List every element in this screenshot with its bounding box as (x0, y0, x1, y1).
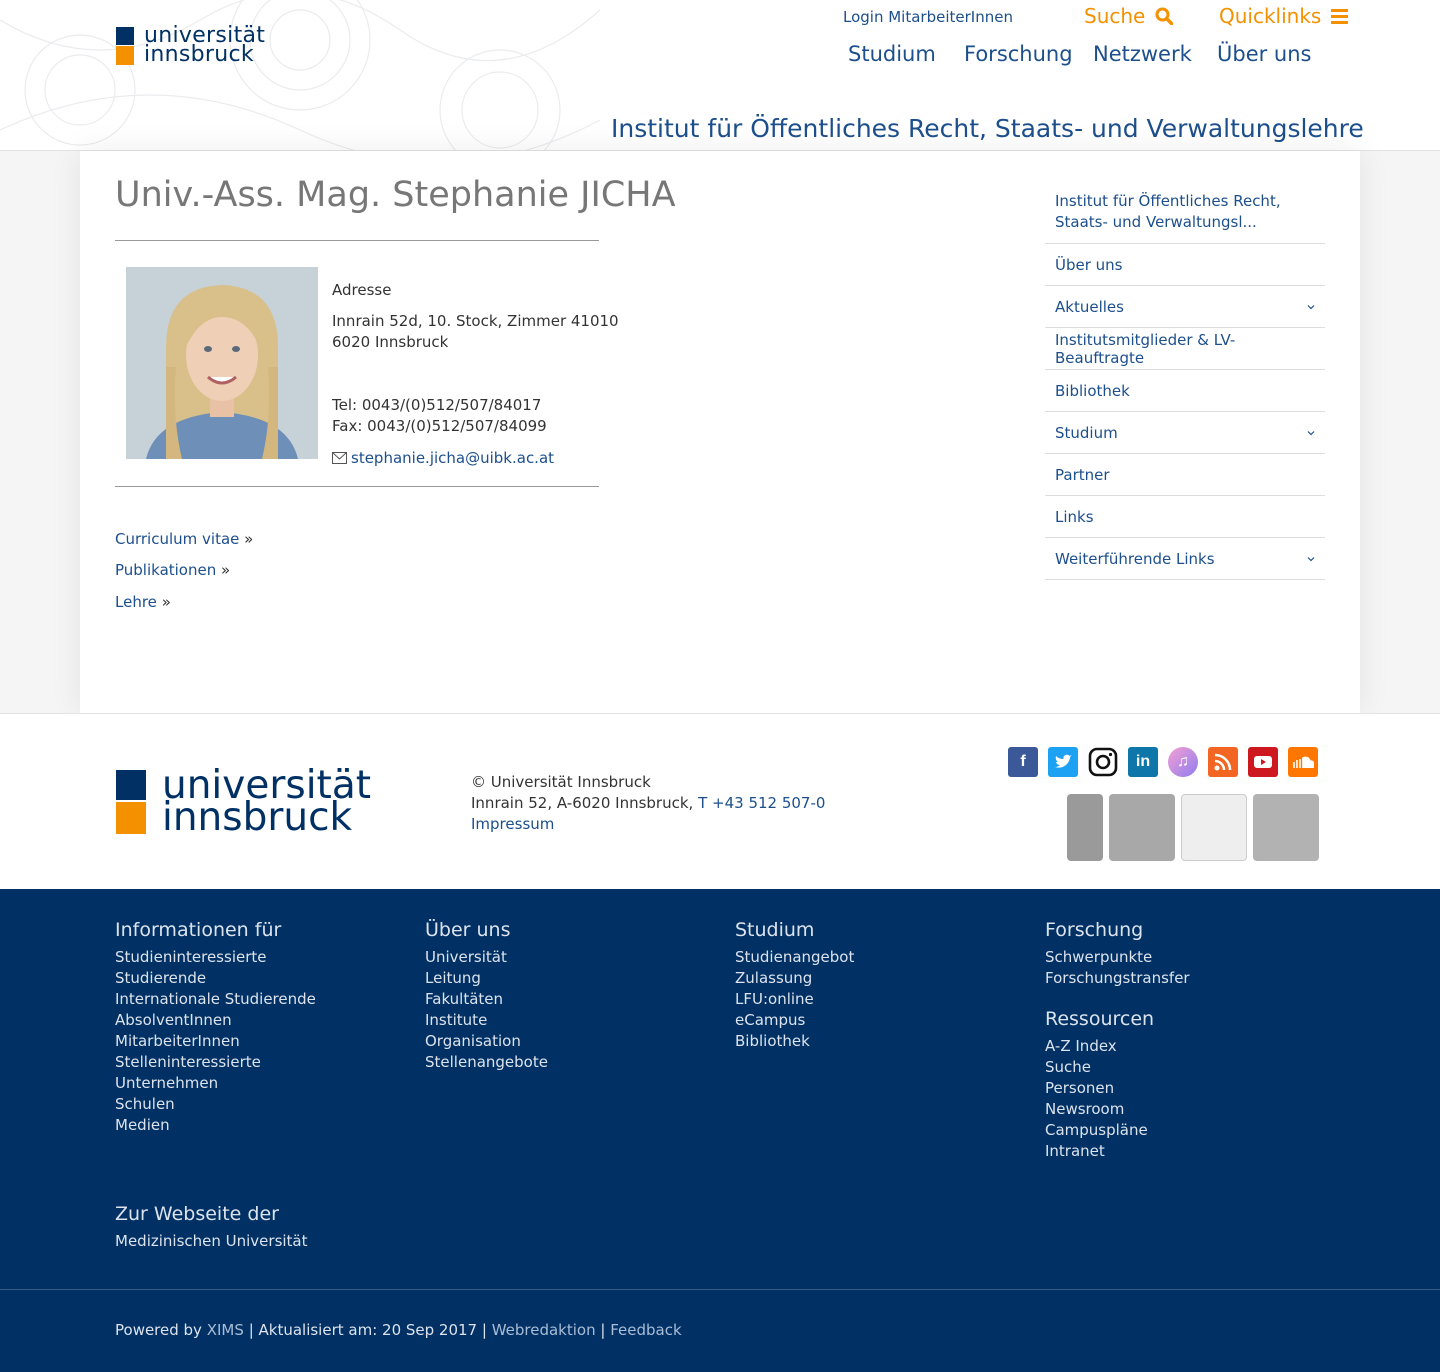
fax-number: Fax: 0043/(0)512/507/84099 (332, 417, 547, 435)
sidenav-item-partner[interactable] (1045, 454, 1325, 496)
audit-badge-icon (1181, 794, 1247, 861)
footer-link[interactable]: Institute (425, 1011, 488, 1029)
footer-link[interactable]: Internationale Studierende (115, 990, 316, 1008)
ects-label-badge-icon (1253, 794, 1319, 861)
footer-link[interactable]: Organisation (425, 1032, 521, 1050)
footer-link[interactable]: AbsolventInnen (115, 1011, 232, 1029)
medical-university-section (115, 1203, 308, 1250)
footer-column-informationen (115, 919, 316, 1136)
footer-link[interactable]: Medien (115, 1116, 170, 1134)
site-header (0, 0, 1440, 151)
feedback-link[interactable]: Feedback (610, 1321, 682, 1339)
login-link[interactable]: Login MitarbeiterInnen (843, 8, 1013, 26)
footer-column-forschung (1045, 919, 1190, 1162)
header-background-pattern (0, 0, 600, 151)
trend-top-badge-icon (1067, 794, 1103, 861)
footer-link[interactable]: MitarbeiterInnen (115, 1032, 240, 1050)
soundcloud-icon[interactable] (1288, 747, 1318, 777)
nav-forschung[interactable]: Forschung (964, 42, 1073, 66)
facebook-icon[interactable]: f (1008, 747, 1038, 777)
sidenav-label: Links (1055, 507, 1094, 526)
copyright: © Universität Innsbruck (471, 773, 651, 791)
chevron-down-icon[interactable] (1307, 555, 1315, 563)
footer-column-title: Informationen für (115, 919, 282, 941)
quicklinks-button[interactable] (1219, 4, 1348, 28)
footer-link[interactable]: Suche (1045, 1058, 1092, 1076)
footer-link[interactable]: Universität (425, 948, 507, 966)
sidenav-item-weiterfuehrende-links[interactable] (1045, 538, 1325, 580)
content-card (80, 151, 1360, 713)
curriculum-vitae-link[interactable] (115, 530, 253, 548)
footer-link[interactable]: Personen (1045, 1079, 1115, 1097)
lehre-link[interactable] (115, 593, 171, 611)
footer-divider (0, 1289, 1440, 1290)
footer-column-title: Ressourcen (1045, 1008, 1155, 1030)
search-button[interactable] (1084, 4, 1173, 28)
youtube-icon[interactable] (1248, 747, 1278, 777)
divider-top (115, 240, 599, 241)
publikationen-link[interactable] (115, 561, 230, 579)
sidenav-label: Partner (1055, 465, 1110, 484)
footer-link[interactable]: Unternehmen (115, 1074, 219, 1092)
footer-link[interactable]: Fakultäten (425, 990, 504, 1008)
sidenav-label: Institut für Öffentliches Recht, Staats- und Verwaltungsl... (1055, 192, 1281, 231)
address-label: Adresse (332, 281, 392, 299)
medical-university-link[interactable]: Medizinischen Universität (115, 1232, 308, 1250)
certification-badges (1067, 794, 1319, 861)
xims-link[interactable]: XIMS (206, 1321, 244, 1339)
footer-link[interactable]: Studieninteressierte (115, 948, 267, 966)
address-line1: Innrain 52d, 10. Stock, Zimmer 41010 (332, 312, 619, 330)
footer-column-title: Studium (735, 919, 815, 941)
search-label: Suche (1084, 4, 1146, 28)
footer-link[interactable]: Newsroom (1045, 1100, 1125, 1118)
aaq-certified-badge-icon (1109, 794, 1175, 861)
institute-title[interactable]: Institut für Öffentliches Recht, Staats- und Verwaltungslehre (611, 114, 1364, 143)
instagram-icon[interactable] (1088, 747, 1118, 777)
footer-link[interactable]: Zulassung (735, 969, 813, 987)
logo-text-line2: innsbruck (144, 42, 254, 67)
search-icon (1155, 7, 1173, 25)
quicklinks-label: Quicklinks (1219, 4, 1322, 28)
footer-column-title: Forschung (1045, 919, 1144, 941)
footer-link[interactable]: Studienangebot (735, 948, 855, 966)
divider-bottom (115, 486, 599, 487)
chevron-down-icon[interactable] (1307, 303, 1315, 311)
rss-icon[interactable] (1208, 747, 1238, 777)
publikationen-label: Publikationen (115, 561, 217, 579)
logo-orange-square (116, 46, 134, 65)
footer-column-title: Über uns (425, 919, 511, 941)
sidenav-label: Bibliothek (1055, 381, 1130, 400)
university-logo[interactable] (116, 23, 266, 67)
chevron-down-icon[interactable] (1307, 429, 1315, 437)
sidenav-item-ueber-uns[interactable] (1045, 244, 1325, 286)
webseite-title: Zur Webseite der (115, 1203, 279, 1225)
footer-link[interactable]: Stellenangebote (425, 1053, 548, 1071)
sidenav-label: Über uns (1055, 255, 1123, 274)
side-navigation (1045, 181, 1325, 580)
phone-number: Tel: 0043/(0)512/507/84017 (332, 396, 542, 414)
footer-street: Innrain 52, A-6020 Innsbruck, (471, 794, 694, 812)
sidenav-label: Institutsmitglieder & LV-Beauftragte (1055, 330, 1236, 367)
sidenav-label: Aktuelles (1055, 297, 1124, 316)
sidenav-item-institutsmitglieder[interactable] (1045, 328, 1325, 370)
webredaktion-link[interactable]: Webredaktion (491, 1321, 596, 1339)
sidenav-label: Weiterführende Links (1055, 549, 1215, 568)
curriculum-vitae-label: Curriculum vitae (115, 530, 240, 548)
sidenav-label: Studium (1055, 423, 1118, 442)
updated-date: | Aktualisiert am: 20 Sep 2017 | (248, 1321, 487, 1339)
footer-link[interactable]: Campuspläne (1045, 1121, 1148, 1139)
nav-netzwerk[interactable]: Netzwerk (1093, 42, 1192, 66)
footer-link[interactable]: LFU:online (735, 990, 814, 1008)
footer-link[interactable]: Leitung (425, 969, 481, 987)
raquo-glyph: » (221, 561, 231, 579)
logo-text-line1: universität (144, 23, 266, 48)
page-title: Univ.-Ass. Mag. Stephanie JICHA (115, 175, 676, 215)
footer-link[interactable]: Intranet (1045, 1142, 1105, 1160)
email-link[interactable] (332, 449, 554, 467)
logo-blue-square (116, 27, 134, 45)
logo-blue-square (116, 770, 146, 800)
nav-ueber-uns[interactable]: Über uns (1217, 42, 1312, 66)
sidenav-item-institut[interactable] (1045, 181, 1325, 244)
sidenav-item-studium[interactable] (1045, 412, 1325, 454)
linkedin-icon[interactable]: in (1128, 747, 1158, 777)
powered-by-bar (115, 1321, 682, 1339)
footer-link[interactable]: Stelleninteressierte (115, 1053, 261, 1071)
raquo-glyph: » (161, 593, 171, 611)
separator: | (600, 1321, 606, 1339)
lehre-label: Lehre (115, 593, 157, 611)
sidenav-item-links[interactable] (1045, 496, 1325, 538)
address-line2: 6020 Innsbruck (332, 333, 449, 351)
footer-top (0, 713, 1440, 889)
sidenav-item-bibliothek[interactable] (1045, 370, 1325, 412)
footer-dark (0, 889, 1440, 1372)
footer-link[interactable]: eCampus (735, 1011, 806, 1029)
logo-orange-square (116, 802, 146, 834)
footer-link[interactable]: Bibliothek (735, 1032, 810, 1050)
email-address: stephanie.jicha@uibk.ac.at (351, 449, 555, 467)
footer-link[interactable]: Schulen (115, 1095, 175, 1113)
footer-link[interactable]: Schwerpunkte (1045, 948, 1153, 966)
menu-icon (1331, 9, 1348, 24)
mail-icon (332, 452, 347, 464)
itunes-icon[interactable]: ♫ (1168, 747, 1198, 777)
footer-column-ueber-uns (425, 919, 548, 1073)
sidenav-item-aktuelles[interactable] (1045, 286, 1325, 328)
social-links (1008, 747, 1318, 777)
footer-logo-text-line2: innsbruck (162, 795, 353, 840)
footer-logo-text-line1: universität (162, 763, 372, 808)
phone-link[interactable]: T +43 512 507-0 (698, 794, 826, 812)
nav-studium[interactable]: Studium (848, 42, 936, 66)
twitter-icon[interactable] (1048, 747, 1078, 777)
powered-by-label: Powered by (115, 1321, 202, 1339)
footer-link[interactable]: A-Z Index (1045, 1037, 1117, 1055)
footer-university-logo[interactable] (116, 763, 372, 840)
footer-link[interactable]: Studierende (115, 969, 207, 987)
footer-address (471, 772, 825, 835)
footer-column-studium (735, 919, 854, 1052)
person-photo (126, 267, 318, 459)
impressum-link[interactable]: Impressum (471, 815, 555, 833)
raquo-glyph: » (244, 530, 254, 548)
footer-link[interactable]: Forschungstransfer (1045, 969, 1190, 987)
